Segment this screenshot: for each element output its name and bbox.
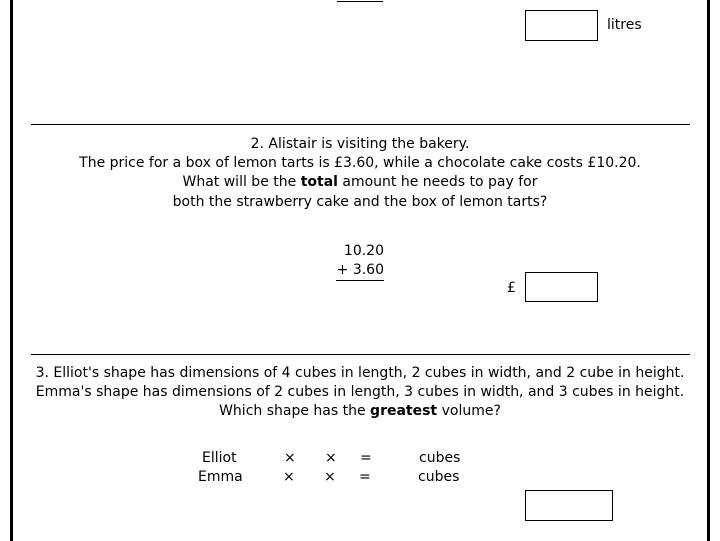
q2-currency-label: £ [507,280,516,296]
q2-answer-box[interactable] [525,272,598,302]
q3-row-elliot-unit: cubes [419,450,461,466]
q3-line-3: Which shape has the greatest volume? [219,403,501,419]
page-border-right [707,0,710,541]
q1-sum-underline-fragment [337,0,383,3]
q3-row-emma-equals: = [359,469,371,485]
section-divider-1 [31,124,690,125]
q3-row-elliot-times-1: × [284,450,296,466]
q2-sum-top: 10.20 [343,243,384,259]
section-divider-2 [31,354,690,355]
q3-row-emma-unit: cubes [418,469,460,485]
q3-line-2: Emma's shape has dimensions of 2 cubes in length, 3 cubes in width, and 3 cubes in height. [35,384,685,400]
q2-line-4: both the strawberry cake and the box of lemon tarts? [172,194,548,210]
q2-sum-bottom: + 3.60 [336,261,384,281]
q2-line-3: What will be the total amount he needs to pay for [182,174,538,190]
q1-unit-label: litres [607,17,642,33]
q3-row-emma-name: Emma [198,469,243,485]
q3-row-elliot-equals: = [360,450,372,466]
q3-row-emma-times-2: × [324,469,336,485]
q2-line-1: 2. Alistair is visiting the bakery. [250,136,470,152]
q3-row-emma-times-1: × [283,469,295,485]
q3-row-elliot-times-2: × [325,450,337,466]
q3-answer-box[interactable] [525,490,613,521]
q3-line-1: 3. Elliot's shape has dimensions of 4 cubes in length, 2 cubes in width, and 2 cube in height. [35,365,685,381]
q2-line-2: The price for a box of lemon tarts is £3.60, while a chocolate cake costs £10.20. [79,155,641,171]
page-border-left [10,0,13,541]
q3-row-elliot-name: Elliot [202,450,237,466]
q1-answer-box[interactable] [525,10,598,41]
